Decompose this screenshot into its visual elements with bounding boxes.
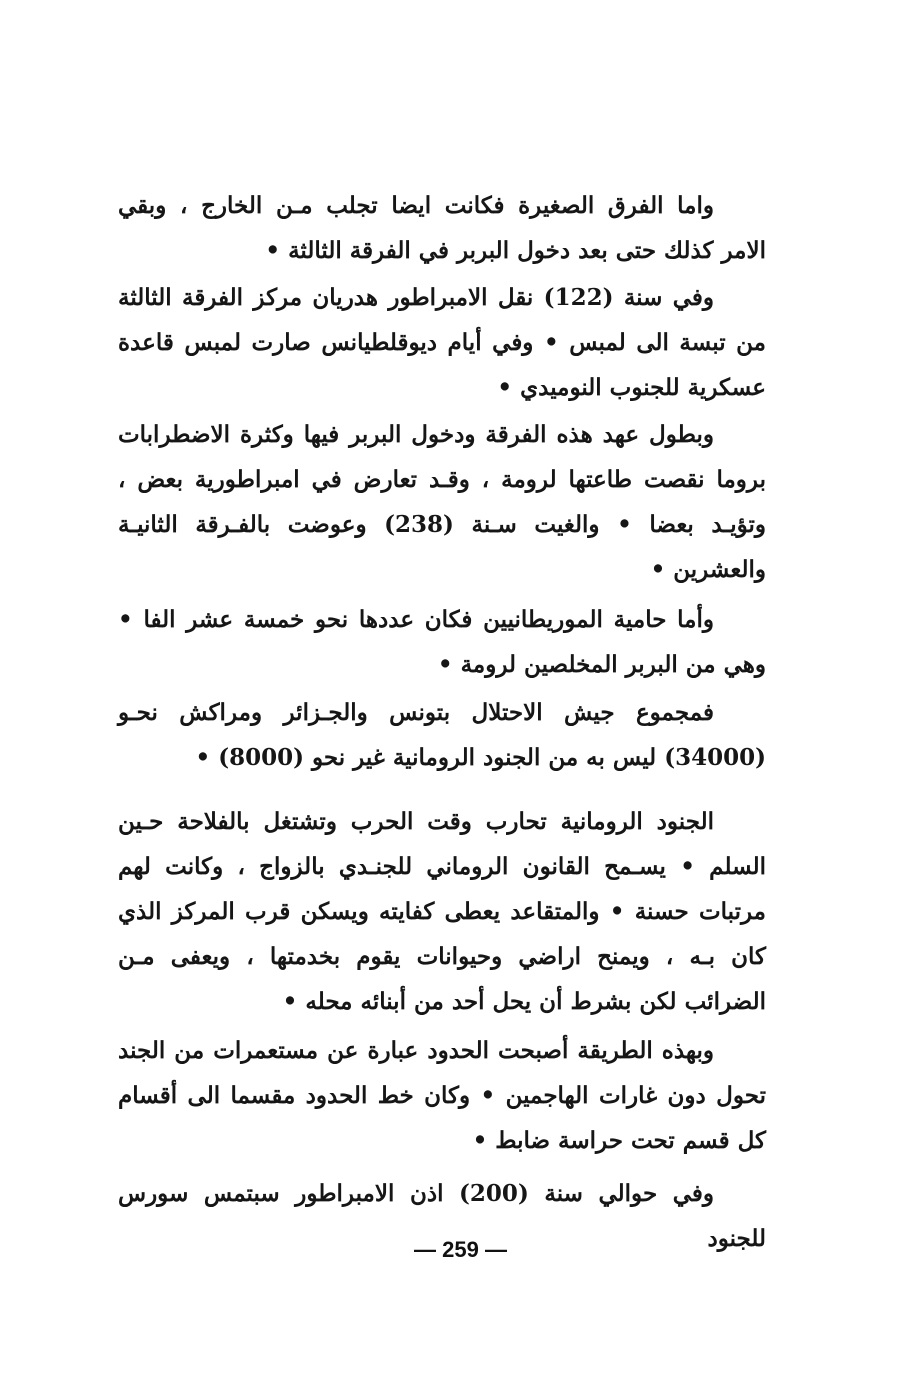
paragraph-text: وأما حامية الموريطانيين فكان عددها نحو خمسة عشر الفا • وهي من البربر المخلصين لرومة • (118, 606, 766, 678)
paragraph-7 (118, 1028, 766, 1163)
page-number: — 259 — (414, 1237, 507, 1262)
paragraph-4 (118, 597, 766, 687)
paragraph-6 (118, 799, 766, 1024)
paragraph-text: وبطول عهد هذه الفرقة ودخول البربر فيها وكثرة الاضطرابات بروما نقصت طاعتها لرومة ، وقـد تعارض في امبراطورية بعض ، وتؤيـد بعضا • والغيت سـنة (238) وعوضت بالفـرقة الثانيـة والعشرين • (118, 421, 766, 583)
paragraph-3 (118, 412, 766, 592)
paragraph-2 (118, 275, 766, 410)
paragraph-text: وفي سنة (122) نقل الامبراطور هدريان مركز الفرقة الثالثة من تبسة الى لمبس • وفي أيام ديوقلطيانس صارت لمبس قاعدة عسكرية للجنوب النوميدي • (118, 284, 766, 401)
paragraph-5 (118, 690, 766, 780)
paragraph-text: واما الفرق الصغيرة فكانت ايضا تجلب مـن الخارج ، وبقي الامر كذلك حتى بعد دخول البربر في الفرقة الثالثة • (118, 192, 766, 264)
paragraph-text: الجنود الرومانية تحارب وقت الحرب وتشتغل بالفلاحة حـين السلم • يسـمح القانون الروماني للجنـدي بالزواج ، وكانت لهم مرتبات حسنة • والمتقاعد يعطى كفايته ويسكن قرب المركز الذي كان بـه ، ويمنح اراضي وحيوانات يقوم بخدمتها ، ويعفى مـن الضرائب لكن بشرط أن يحل أحد من أبنائه محله • (118, 808, 766, 1015)
paragraph-1 (118, 183, 766, 273)
paragraph-text: وبهذه الطريقة أصبحت الحدود عبارة عن مستعمرات من الجند تحول دون غارات الهاجمين • وكان خط الحدود مقسما الى أقسام كل قسم تحت حراسة ضابط • (118, 1037, 766, 1154)
paragraph-text: وفي حوالي سنة (200) اذن الامبراطور سبتمس سورس للجنود (118, 1180, 766, 1252)
paragraph-text: فمجموع جيش الاحتلال بتونس والجـزائر ومراكش نحـو (34000) ليس به من الجنود الرومانية غير نحو (8000) • (118, 699, 766, 771)
